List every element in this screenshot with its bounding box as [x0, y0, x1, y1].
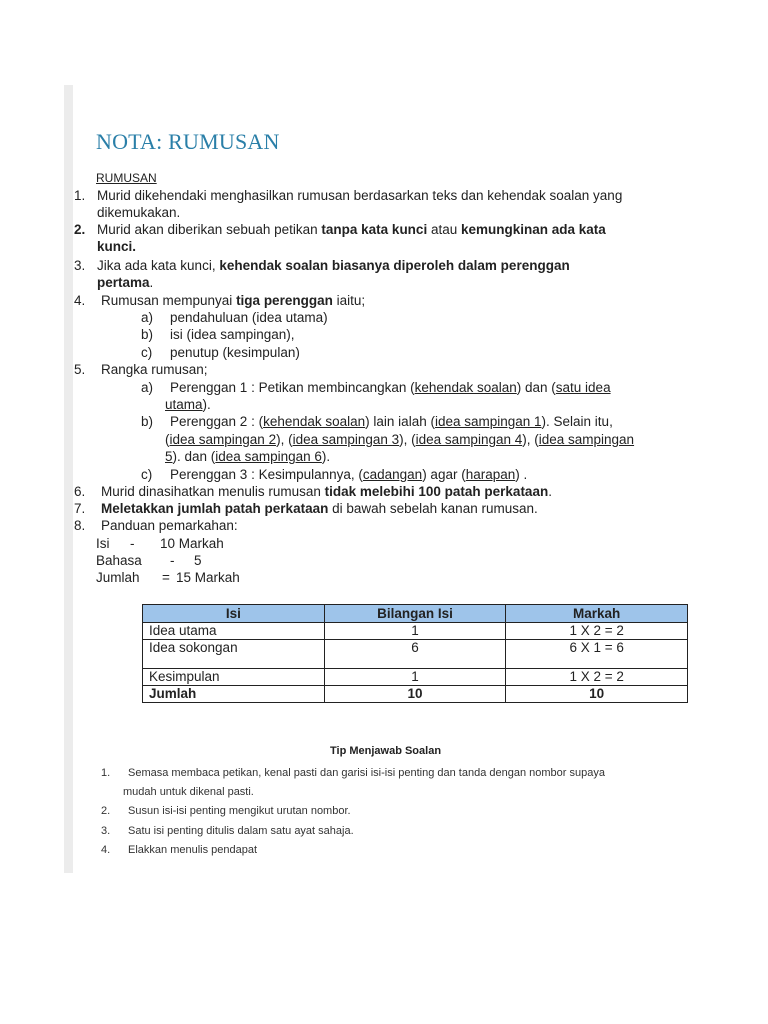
- marks-jumlah-label: Jumlah: [96, 570, 140, 585]
- table-cell: Jumlah: [143, 686, 325, 703]
- sub-item-b-cont: (idea sampingan 2), (idea sampingan 3), (idea sampingan 4), (idea sampingan: [165, 432, 635, 447]
- table-cell: 10: [506, 686, 688, 703]
- tip-number: 2.: [101, 805, 111, 817]
- table-row: [143, 640, 688, 669]
- item-number: 2.: [74, 222, 86, 237]
- table-header: Isi: [143, 605, 325, 623]
- item-number: 3.: [74, 258, 86, 273]
- item-5-text: Rangka rumusan;: [101, 362, 208, 377]
- marks-jumlah-sep: =: [162, 570, 170, 585]
- table-cell: 1: [324, 623, 506, 640]
- marks-bahasa-value: 5: [194, 553, 202, 568]
- margin-stripe: [64, 85, 73, 873]
- item-2-text-cont: kunci.: [97, 239, 137, 254]
- sub-item-a-text: Perenggan 1 : Petikan membincangkan (kehendak soalan) dan (satu idea: [170, 380, 611, 395]
- sub-item-a-cont: utama).: [165, 397, 211, 412]
- marks-table: [142, 604, 688, 703]
- table-cell: 6 X 1 = 6: [506, 640, 688, 669]
- tip-text: Semasa membaca petikan, kenal pasti dan garisi isi-isi penting dan tanda dengan nombor supaya: [128, 767, 605, 779]
- sub-label: c): [141, 345, 153, 360]
- table-row: [143, 669, 688, 686]
- table-cell: Idea utama: [143, 623, 325, 640]
- table-cell: 1: [324, 669, 506, 686]
- marks-isi-value: 10 Markah: [160, 536, 224, 551]
- sub-item-b-cont2: 5). dan (idea sampingan 6).: [165, 449, 331, 464]
- section-heading: RUMUSAN: [96, 171, 157, 185]
- tip-text-cont: mudah untuk dikenal pasti.: [123, 786, 254, 798]
- item-number: 6.: [74, 484, 86, 499]
- item-2-text: Murid akan diberikan sebuah petikan tanpa kata kunci atau kemungkinan ada kata: [97, 222, 606, 237]
- table-total-row: [143, 686, 688, 703]
- page-title: NOTA: RUMUSAN: [96, 129, 280, 154]
- item-4-text: Rumusan mempunyai tiga perenggan iaitu;: [101, 293, 366, 308]
- marks-isi-label: Isi: [96, 536, 110, 551]
- sub-label: a): [141, 310, 154, 325]
- table-row: [143, 623, 688, 640]
- sub-label: c): [141, 467, 153, 482]
- table-header: Bilangan Isi: [324, 605, 506, 623]
- item-number: 8.: [74, 518, 86, 533]
- table-cell: 1 X 2 = 2: [506, 623, 688, 640]
- table-cell: 6: [324, 640, 506, 669]
- item-6-text: Murid dinasihatkan menulis rumusan tidak melebihi 100 patah perkataan.: [101, 484, 552, 499]
- item-number: 5.: [74, 362, 86, 377]
- tip-text: Elakkan menulis pendapat: [128, 844, 258, 856]
- item-number: 1.: [74, 188, 86, 203]
- table-header-row: [143, 605, 688, 623]
- marks-bahasa-label: Bahasa: [96, 553, 142, 568]
- tips-title: Tip Menjawab Soalan: [330, 745, 442, 757]
- sub-label: b): [141, 414, 154, 429]
- sub-item-c-text: Perenggan 3 : Kesimpulannya, (cadangan) agar (harapan) .: [170, 467, 528, 482]
- item-number: 7.: [74, 501, 86, 516]
- marks-bahasa-sep: -: [170, 553, 175, 568]
- sub-item-text: isi (idea sampingan),: [170, 327, 295, 342]
- table-cell: Kesimpulan: [143, 669, 325, 686]
- item-3-text-cont: pertama.: [97, 275, 154, 290]
- sub-item-b-text: Perenggan 2 : (kehendak soalan) lain ialah (idea sampingan 1). Selain itu,: [170, 414, 613, 429]
- tip-text: Satu isi penting ditulis dalam satu ayat sahaja.: [128, 825, 354, 837]
- sub-label: b): [141, 327, 154, 342]
- tip-text: Susun isi-isi penting mengikut urutan nombor.: [128, 805, 351, 817]
- sub-label: a): [141, 380, 154, 395]
- tip-number: 1.: [101, 767, 111, 779]
- left-margin-bar: [0, 85, 75, 873]
- sub-item-text: pendahuluan (idea utama): [170, 310, 328, 325]
- item-1-text: Murid dikehendaki menghasilkan rumusan berdasarkan teks dan kehendak soalan yang: [97, 188, 623, 203]
- marks-isi-sep: -: [130, 536, 135, 551]
- table-header: Markah: [506, 605, 688, 623]
- tip-number: 3.: [101, 825, 111, 837]
- item-8-text: Panduan pemarkahan:: [101, 518, 238, 533]
- marks-jumlah-value: 15 Markah: [176, 570, 240, 585]
- item-7-text: Meletakkan jumlah patah perkataan di bawah sebelah kanan rumusan.: [101, 501, 538, 516]
- sub-item-text: penutup (kesimpulan): [170, 345, 300, 360]
- table-cell: 1 X 2 = 2: [506, 669, 688, 686]
- item-number: 4.: [74, 293, 86, 308]
- table-cell: 10: [324, 686, 506, 703]
- item-1-text-cont: dikemukakan.: [97, 205, 181, 220]
- tip-number: 4.: [101, 844, 111, 856]
- item-3-text: Jika ada kata kunci, kehendak soalan biasanya diperoleh dalam perenggan: [97, 258, 570, 273]
- table-cell: Idea sokongan: [143, 640, 325, 669]
